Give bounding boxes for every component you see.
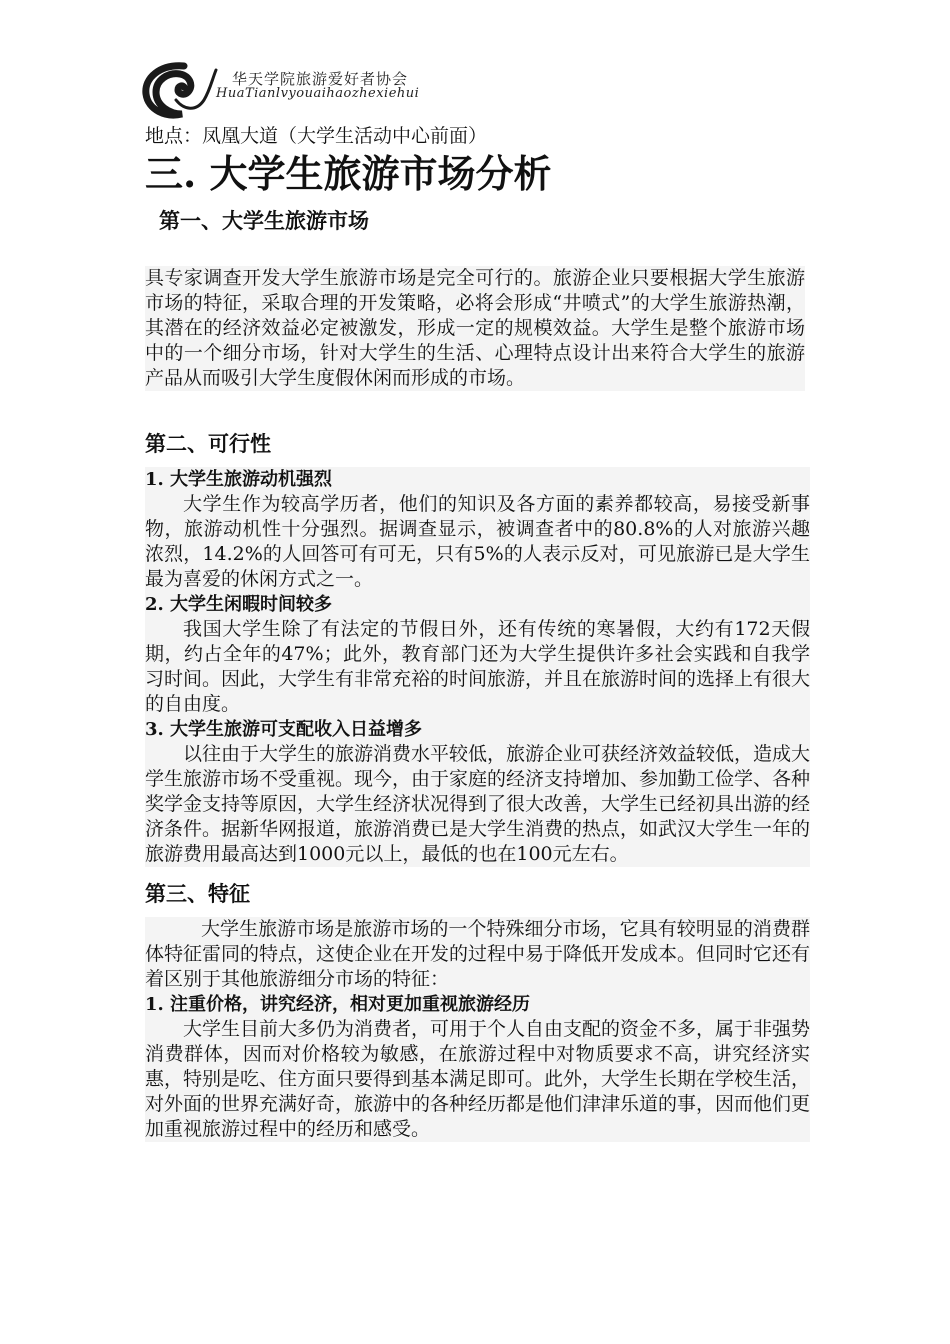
part3-item-title: 1. 注重价格，讲究经济，相对更加重视旅游经历	[145, 994, 531, 1015]
part2-item-title: 1. 大学生旅游动机强烈	[145, 469, 333, 490]
page-header	[140, 56, 560, 120]
part3-item-body: 大学生目前大多仍为消费者，可用于个人自由支配的资金不多，属于非强势消费群体，因而对价格较为敏感，在旅游过程中对物质要求不高，讲究经济实惠，特别是吃、住方面只要得到基本满足即可。此外，大学生长期在学校生活，对外面的世界充满好奇，旅游中的各种经历都是他们津津乐道的事，因而他们更加重视旅游过程中的经历和感受。	[145, 1018, 811, 1140]
org-name-en: HuaTianlvyouaihaozhexiehui	[216, 86, 420, 101]
part3-block	[145, 917, 810, 1142]
part1-block	[145, 266, 805, 391]
part3-heading: 第三、特征	[145, 881, 250, 906]
part2-item-body: 大学生作为较高学历者，他们的知识及各方面的素养都较高，易接受新事物，旅游动机性十分强烈。据调查显示，被调查者中的80.8%的人对旅游兴趣浓烈，14.2%的人回答可有可无，只有5%的人表示反对，可见旅游已是大学生最为喜爱的休闲方式之一。	[145, 493, 810, 590]
part2-item-title: 3. 大学生旅游可支配收入日益增多	[145, 719, 423, 740]
document-body	[145, 122, 810, 1142]
org-name-cn: 华天学院旅游爱好者协会	[232, 70, 409, 88]
swirl-logo-icon	[140, 60, 218, 120]
part2-item-title: 2. 大学生闲暇时间较多	[145, 594, 333, 615]
part2-block	[145, 467, 810, 867]
part2-item-body: 我国大学生除了有法定的节假日外，还有传统的寒暑假，大约有172天假期，约占全年的47%；此外，教育部门还为大学生提供许多社会实践和自我学习时间。因此，大学生有非常充裕的时间旅游，并且在旅游时间的选择上有很大的自由度。	[145, 618, 811, 715]
part1-heading: 第一、大学生旅游市场	[159, 208, 369, 233]
part2-heading: 第二、可行性	[145, 431, 271, 456]
part1-body: 具专家调查开发大学生旅游市场是完全可行的。旅游企业只要根据大学生旅游市场的特征，采取合理的开发策略，必将会形成“井喷式”的大学生旅游热潮，其潜在的经济效益必定被激发，形成一定的规模效益。大学生是整个旅游市场中的一个细分市场，针对大学生的生活、心理特点设计出来符合大学生的旅游产品从而吸引大学生度假休闲而形成的市场。	[145, 267, 805, 389]
part2-item-body: 以往由于大学生的旅游消费水平较低，旅游企业可获经济效益较低，造成大学生旅游市场不受重视。现今，由于家庭的经济支持增加、参加勤工俭学、各种奖学金支持等原因，大学生经济状况得到了很大改善，大学生已经初具出游的经济条件。据新华网报道，旅游消费已是大学生消费的热点，如武汉大学生一年的旅游费用最高达到1000元以上，最低的也在100元左右。	[145, 743, 811, 865]
location-line: 地点：凤凰大道（大学生活动中心前面）	[145, 125, 488, 147]
section-title: 三. 大学生旅游市场分析	[145, 151, 552, 196]
part3-intro: 大学生旅游市场是旅游市场的一个特殊细分市场，它具有较明显的消费群体特征雷同的特点，这使企业在开发的过程中易于降低开发成本。但同时它还有着区别于其他旅游细分市场的特征：	[145, 918, 811, 990]
